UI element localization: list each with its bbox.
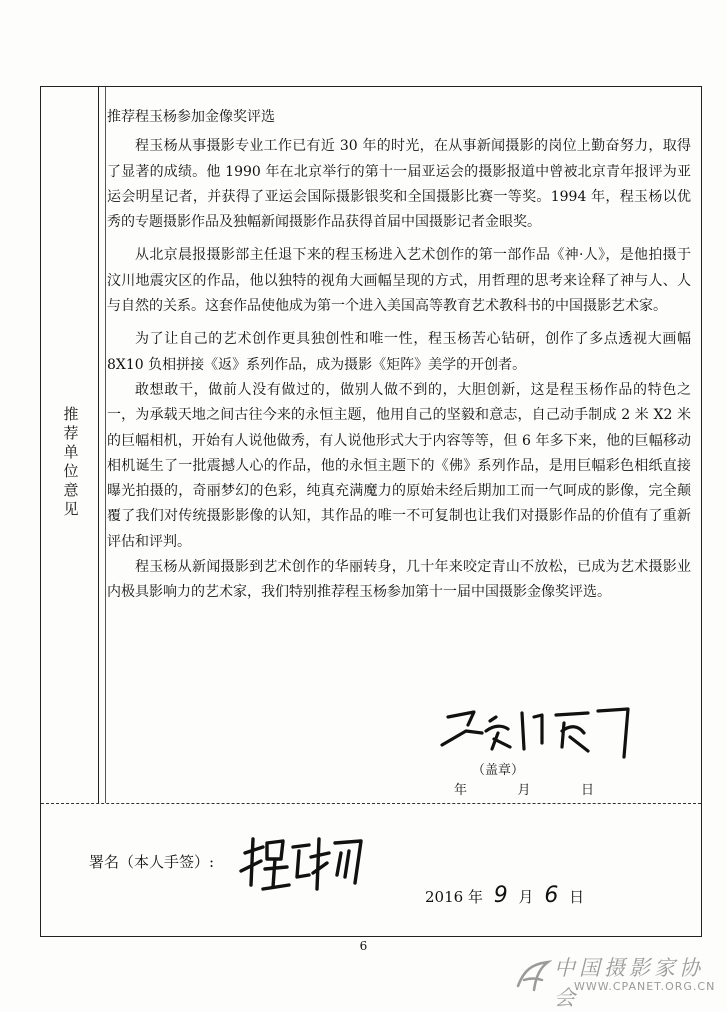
left-column bbox=[41, 87, 99, 803]
signed-month: 9 bbox=[493, 883, 508, 908]
seal-date-row bbox=[454, 779, 594, 798]
paragraph: 程玉杨从事摄影专业工作已有近 30 年的时光，在从事新闻摄影的岗位上勤奋努力，取得了显著的成绩。他 1990 年在北京举行的第十一届亚运会的摄影报道中曾被北京青年报评为亚运会明星记者，并获得了亚运会国际摄影银奖和全国摄影比赛一等奖。1994 年，程玉杨以优秀的专题摄影作品及独幅新闻摄影作品获得首届中国摄影记者金眼奖。 bbox=[107, 138, 691, 231]
signed-day: 6 bbox=[544, 883, 559, 908]
recommendation-form bbox=[40, 86, 702, 937]
month-label: 月 bbox=[517, 783, 531, 798]
signed-month-char: 月 bbox=[518, 888, 534, 906]
signature-label: 署名（本人手签）: bbox=[89, 853, 215, 871]
signed-year-char: 年 bbox=[467, 888, 483, 906]
year-label: 年 bbox=[454, 783, 468, 798]
opinion-heading: 推荐程玉杨参加金像奖评选 bbox=[107, 109, 275, 125]
paragraph: 敢想敢干，做前人没有做过的，做别人做不到的，大胆创新，这是程玉杨作品的特色之一，为承载天地之间古往今来的永恒主题，他用自己的坚毅和意志，自己动手制成 2 米 X2 米的巨幅相机，开始有人说他做秀，有人说他形式大于内容等等，但 6 年多下来，他的巨幅移动相机诞生了一批震撼人心的作品，他的永恒主题下的《佛》系列作品，是用巨幅彩色相纸直接曝光拍摄的，奇丽梦幻的色彩，纯真充满魔力的原始未经后期加工而一气呵成的影像，完全颠覆了我们对传统摄影影像的认知，其作品的唯一不可复制也让我们对摄影作品的价值有了重新评估和评判。 bbox=[107, 381, 691, 550]
opinion-text bbox=[107, 105, 691, 606]
paragraph: 程玉杨从新闻摄影到艺术创作的华丽转身，几十年来咬定青山不放松，已成为艺术摄影业内极具影响力的艺术家，我们特别推荐程玉杨参加第十一届中国摄影金像奖评选。 bbox=[107, 559, 691, 601]
watermark bbox=[510, 950, 720, 1010]
watermark-title: 中国摄影家协会 bbox=[554, 956, 704, 1010]
section-divider bbox=[41, 803, 701, 804]
recommending-unit-label: 推荐单位意见 bbox=[63, 405, 79, 518]
signed-day-char: 日 bbox=[569, 888, 585, 906]
paragraph: 为了让自己的艺术创作更具独创性和唯一性，程玉杨苦心钻研，创作了多点透视大画幅 8X10 负相拼接《返》系列作品，成为摄影《矩阵》美学的开创者。 bbox=[107, 331, 691, 373]
inner-rule bbox=[99, 87, 106, 803]
signed-date bbox=[425, 883, 584, 908]
watermark-url: WWW.CPANET.ORG.CN bbox=[574, 980, 716, 993]
signed-year: 2016 bbox=[425, 888, 464, 906]
seal-label: （盖章） bbox=[472, 763, 525, 778]
page-number: 6 bbox=[359, 939, 368, 953]
signature-handwriting bbox=[237, 829, 367, 899]
watermark-logo-icon bbox=[514, 956, 552, 994]
day-label: 日 bbox=[580, 783, 594, 798]
seal-area bbox=[446, 707, 646, 797]
paragraph: 从北京晨报摄影部主任退下来的程玉杨进入艺术创作的第一部作品《神·人》，是他拍摄于汶川地震灾区的作品，他以独特的视角大画幅呈现的方式，用哲理的思考来诠释了神与人、人与自然的关系。这套作品使他成为第一个进入美国高等教育艺术教科书的中国摄影艺术家。 bbox=[107, 247, 691, 315]
handwritten-signature bbox=[438, 703, 638, 759]
